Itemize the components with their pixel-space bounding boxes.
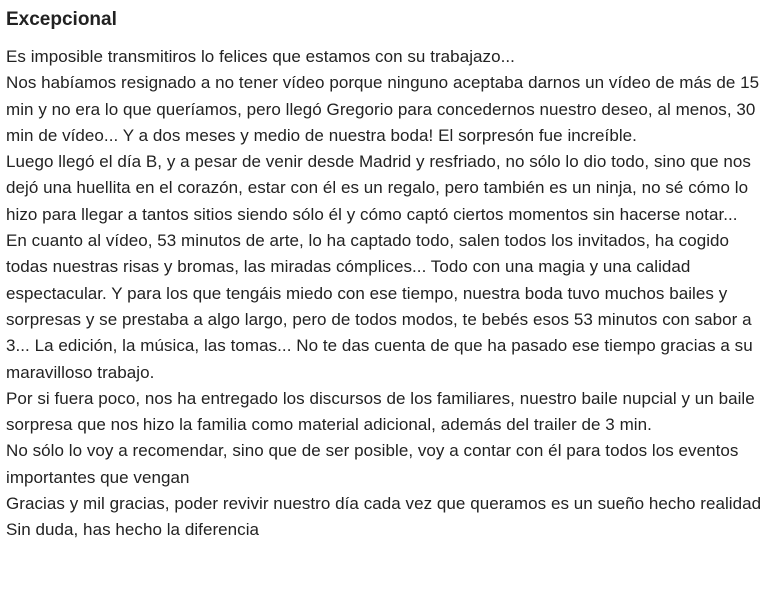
review-body	[6, 44, 762, 544]
review-paragraph: Luego llegó el día B, y a pesar de venir desde Madrid y resfriado, no sólo lo dio todo, sino que nos dejó una huellita en el corazón, estar con él es un regalo, pero también es un ninja, no sé cómo lo hizo para llegar a tantos sitios siendo sólo él y cómo captó ciertos momentos sin hacerse notar...	[6, 152, 751, 224]
review-paragraph: Es imposible transmitiros lo felices que estamos con su trabajazo...	[6, 47, 515, 66]
review-card	[6, 6, 762, 544]
review-paragraph: Nos habíamos resignado a no tener vídeo porque ninguno aceptaba darnos un vídeo de más de 15 min y no era lo que queríamos, pero llegó Gregorio para concedernos nuestro deseo, al menos, 30 min de vídeo... Y a dos meses y medio de nuestra boda! El sorpresón fue increíble.	[6, 73, 760, 145]
review-paragraph: En cuanto al vídeo, 53 minutos de arte, lo ha captado todo, salen todos los invitados, ha cogido todas nuestras risas y bromas, las miradas cómplices... Todo con una magia y una calidad espectacular. Y para los que tengáis miedo con ese tiempo, nuestra boda tuvo muchos bailes y sorpresas y se prestaba a algo largo, pero de todos modos, te bebés esos 53 minutos con sabor a 3... La edición, la música, las tomas... No te das cuenta de que ha pasado ese tiempo gracias a su maravilloso trabajo.	[6, 231, 753, 382]
review-paragraph: Sin duda, has hecho la diferencia	[6, 520, 260, 540]
review-paragraph: Por si fuera poco, nos ha entregado los discursos de los familiares, nuestro baile nupcial y un baile sorpresa que nos hizo la familia como material adicional, además del trailer de 3 min.	[6, 388, 755, 435]
review-paragraph: Gracias y mil gracias, poder revivir nuestro día cada vez que queramos es un sueño hecho realidad	[6, 494, 762, 514]
review-title: Excepcional	[6, 9, 117, 30]
review-paragraph: No sólo lo voy a recomendar, sino que de ser posible, voy a contar con él para todos los eventos importantes que vengan	[6, 441, 739, 487]
